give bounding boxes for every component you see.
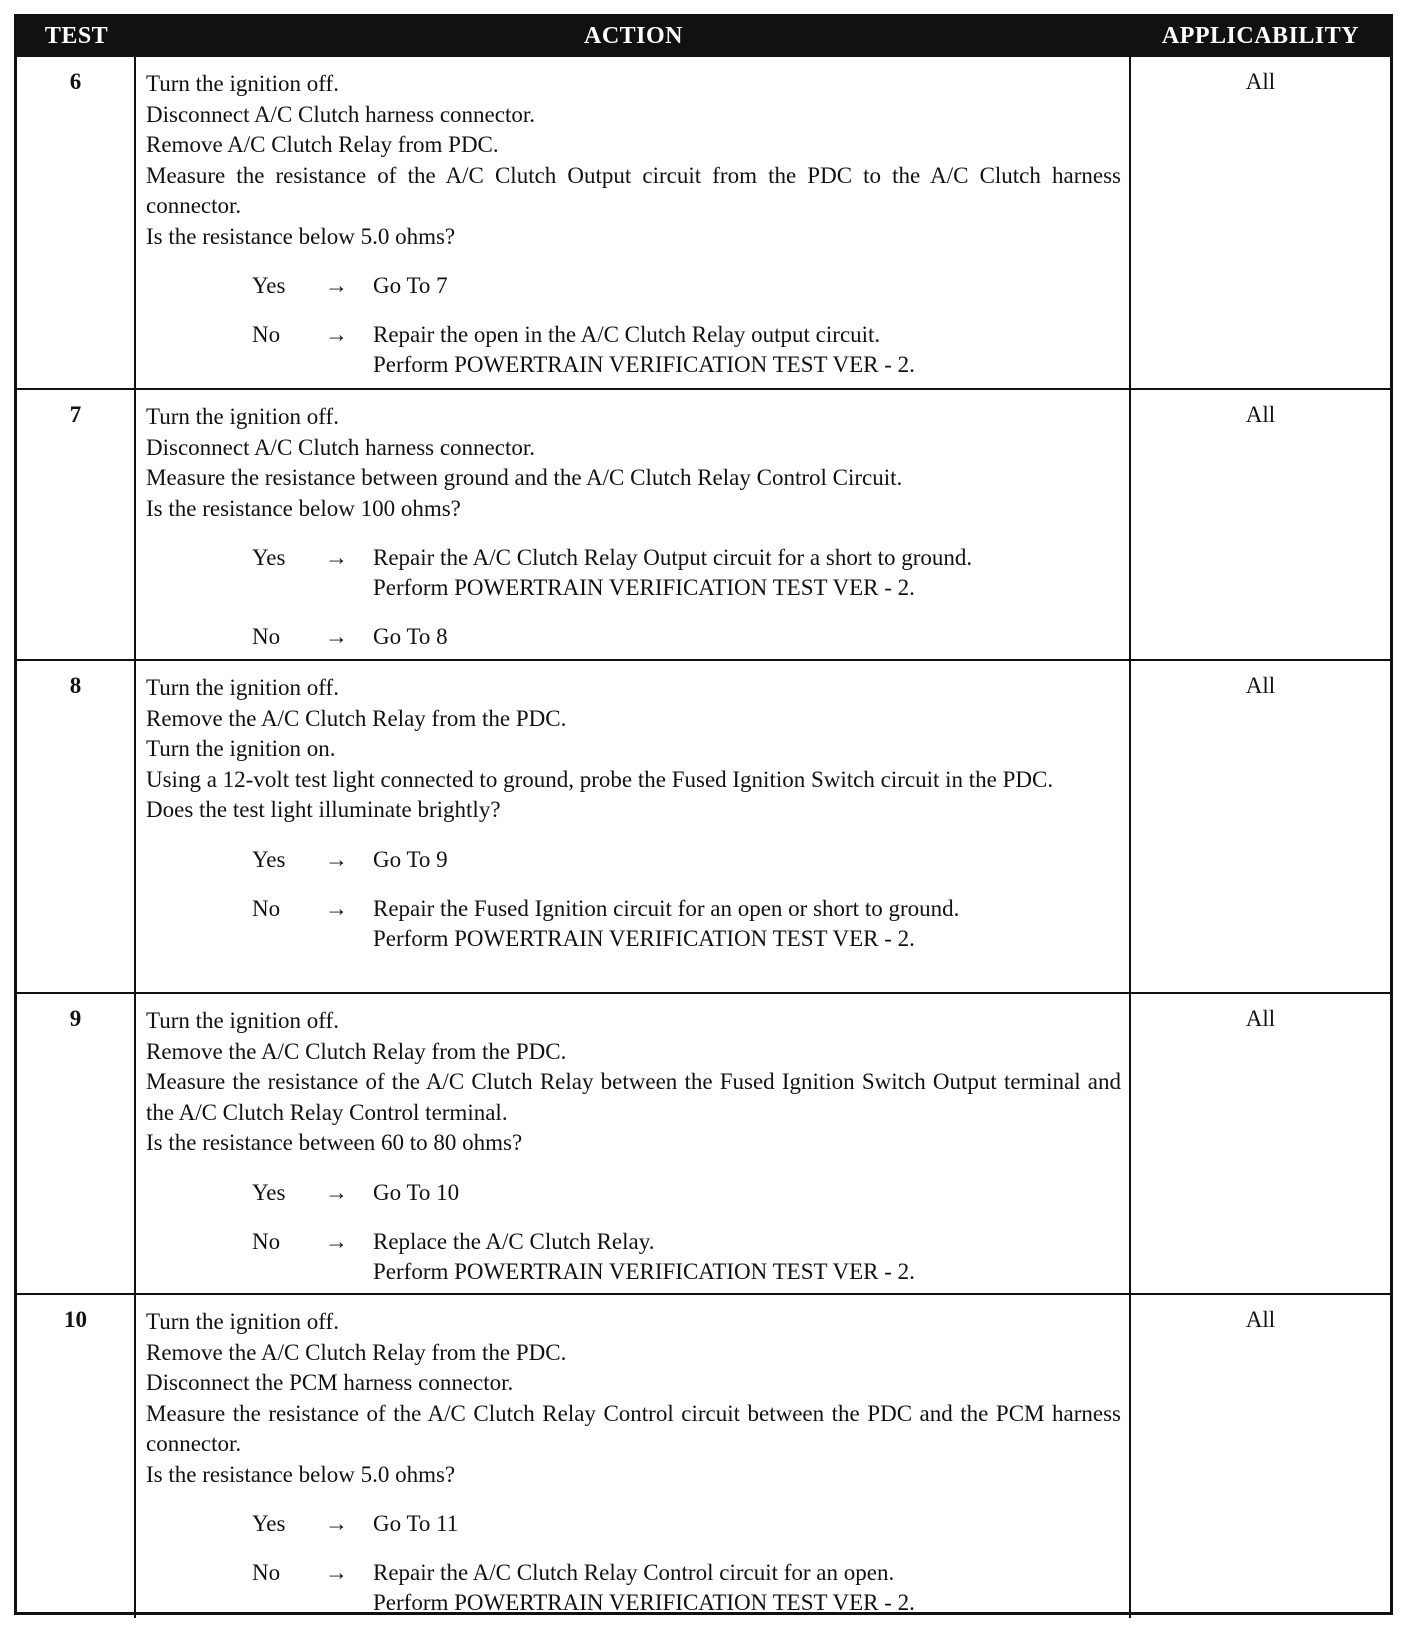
no-action-line: Replace the A/C Clutch Relay. bbox=[373, 1228, 655, 1254]
yes-response bbox=[146, 543, 1121, 603]
no-label: No bbox=[252, 322, 281, 347]
yes-action bbox=[373, 543, 1121, 603]
no-response bbox=[146, 1558, 1121, 1618]
action-cell bbox=[136, 55, 1131, 388]
yes-action-line: Go To 10 bbox=[373, 1179, 460, 1205]
yes-action-line: Perform POWERTRAIN VERIFICATION TEST VER - 2. bbox=[373, 575, 915, 600]
action-cell bbox=[136, 659, 1131, 992]
action-step: Is the resistance below 5.0 ohms? bbox=[146, 1461, 456, 1487]
applicability-value: All bbox=[1131, 992, 1390, 1293]
action-step: Remove the A/C Clutch Relay from the PDC. bbox=[146, 705, 567, 731]
yes-label: Yes bbox=[252, 1179, 286, 1205]
arrow-right-icon: → bbox=[325, 1179, 348, 1205]
no-action-line: Perform POWERTRAIN VERIFICATION TEST VER - 2. bbox=[373, 1590, 915, 1615]
action-step: Remove the A/C Clutch Relay from the PDC. bbox=[146, 1339, 567, 1365]
action-step: Disconnect A/C Clutch harness connector. bbox=[146, 101, 536, 127]
action-step: Remove the A/C Clutch Relay from the PDC. bbox=[146, 1038, 567, 1064]
yes-response bbox=[146, 271, 1121, 301]
arrow-right-icon: → bbox=[325, 624, 348, 649]
applicability-value: All bbox=[1131, 55, 1390, 388]
yes-action-line: Go To 11 bbox=[373, 1511, 459, 1536]
no-response bbox=[146, 320, 1121, 380]
action-step: Turn the ignition off. bbox=[146, 1008, 339, 1033]
action-step: Does the test light illuminate brightly? bbox=[146, 797, 501, 822]
no-action bbox=[373, 320, 1121, 380]
action-step: Measure the resistance of the A/C Clutch Relay between the Fused Ignition Switch Output terminal and the A/C Clutch Relay Control terminal. bbox=[146, 1069, 1121, 1125]
no-action-line: Perform POWERTRAIN VERIFICATION TEST VER - 2. bbox=[373, 925, 915, 951]
no-action bbox=[373, 622, 1121, 652]
yes-action-line: Go To 7 bbox=[373, 273, 448, 298]
yes-response bbox=[146, 1509, 1121, 1539]
action-step: Measure the resistance of the A/C Clutch Relay Control circuit between the PDC and the PCM harness connector. bbox=[146, 1400, 1121, 1456]
action-cell bbox=[136, 992, 1131, 1293]
arrow-right-icon: → bbox=[325, 545, 348, 570]
yes-action-line: Go To 9 bbox=[373, 846, 448, 872]
action-step: Turn the ignition on. bbox=[146, 736, 336, 761]
action-step: Remove A/C Clutch Relay from PDC. bbox=[146, 132, 499, 157]
action-step: Is the resistance below 100 ohms? bbox=[146, 495, 461, 521]
header-action: ACTION bbox=[136, 17, 1131, 55]
no-label: No bbox=[252, 624, 281, 649]
no-label: No bbox=[252, 895, 281, 921]
action-step: Turn the ignition off. bbox=[146, 1309, 339, 1334]
action-step: Turn the ignition off. bbox=[146, 404, 339, 429]
no-action bbox=[373, 894, 1121, 954]
arrow-right-icon: → bbox=[325, 895, 348, 921]
no-label: No bbox=[252, 1228, 281, 1254]
yes-response bbox=[146, 1178, 1121, 1208]
arrow-right-icon: → bbox=[325, 846, 348, 872]
no-action bbox=[373, 1227, 1121, 1287]
no-action-line: Go To 8 bbox=[373, 624, 448, 649]
yes-label: Yes bbox=[252, 545, 286, 570]
action-step: Measure the resistance of the A/C Clutch Output circuit from the PDC to the A/C Clutch harness connector. bbox=[146, 162, 1121, 218]
yes-label: Yes bbox=[252, 1511, 286, 1536]
test-number: 6 bbox=[17, 55, 136, 388]
action-cell bbox=[136, 388, 1131, 659]
arrow-right-icon: → bbox=[325, 1511, 348, 1536]
applicability-value: All bbox=[1131, 659, 1390, 992]
yes-label: Yes bbox=[252, 846, 286, 872]
action-cell bbox=[136, 1293, 1131, 1618]
arrow-right-icon: → bbox=[325, 1560, 348, 1585]
diagnostic-test-table bbox=[14, 14, 1393, 1615]
applicability-value: All bbox=[1131, 1293, 1390, 1618]
yes-action-line: Repair the A/C Clutch Relay Output circuit for a short to ground. bbox=[373, 545, 973, 570]
arrow-right-icon: → bbox=[325, 273, 348, 298]
yes-action bbox=[373, 845, 1121, 875]
action-step: Is the resistance below 5.0 ohms? bbox=[146, 223, 456, 249]
no-action-line: Repair the Fused Ignition circuit for an open or short to ground. bbox=[373, 895, 960, 921]
no-response bbox=[146, 622, 1121, 652]
arrow-right-icon: → bbox=[325, 322, 348, 347]
no-action-line: Perform POWERTRAIN VERIFICATION TEST VER - 2. bbox=[373, 352, 915, 377]
yes-action bbox=[373, 271, 1121, 301]
yes-action bbox=[373, 1178, 1121, 1208]
yes-action bbox=[373, 1509, 1121, 1539]
arrow-right-icon: → bbox=[325, 1228, 348, 1254]
action-step: Turn the ignition off. bbox=[146, 675, 339, 700]
yes-response bbox=[146, 845, 1121, 875]
action-step: Disconnect A/C Clutch harness connector. bbox=[146, 434, 536, 460]
no-action-line: Repair the open in the A/C Clutch Relay output circuit. bbox=[373, 322, 881, 347]
no-action-line: Repair the A/C Clutch Relay Control circuit for an open. bbox=[373, 1560, 895, 1585]
no-label: No bbox=[252, 1560, 281, 1585]
action-step: Turn the ignition off. bbox=[146, 71, 339, 96]
action-step: Using a 12-volt test light connected to ground, probe the Fused Ignition Switch circuit in the PDC. bbox=[146, 766, 1054, 792]
test-number: 10 bbox=[17, 1293, 136, 1618]
header-test: TEST bbox=[17, 17, 136, 55]
action-step: Disconnect the PCM harness connector. bbox=[146, 1370, 514, 1395]
action-step: Is the resistance between 60 to 80 ohms? bbox=[146, 1130, 523, 1155]
test-number: 9 bbox=[17, 992, 136, 1293]
action-step: Measure the resistance between ground and the A/C Clutch Relay Control Circuit. bbox=[146, 465, 903, 490]
no-action-line: Perform POWERTRAIN VERIFICATION TEST VER - 2. bbox=[373, 1258, 915, 1284]
header-applicability: APPLICABILITY bbox=[1131, 17, 1390, 55]
applicability-value: All bbox=[1131, 388, 1390, 659]
no-response bbox=[146, 894, 1121, 954]
yes-label: Yes bbox=[252, 273, 286, 298]
no-action bbox=[373, 1558, 1121, 1618]
no-response bbox=[146, 1227, 1121, 1287]
test-number: 8 bbox=[17, 659, 136, 992]
test-number: 7 bbox=[17, 388, 136, 659]
